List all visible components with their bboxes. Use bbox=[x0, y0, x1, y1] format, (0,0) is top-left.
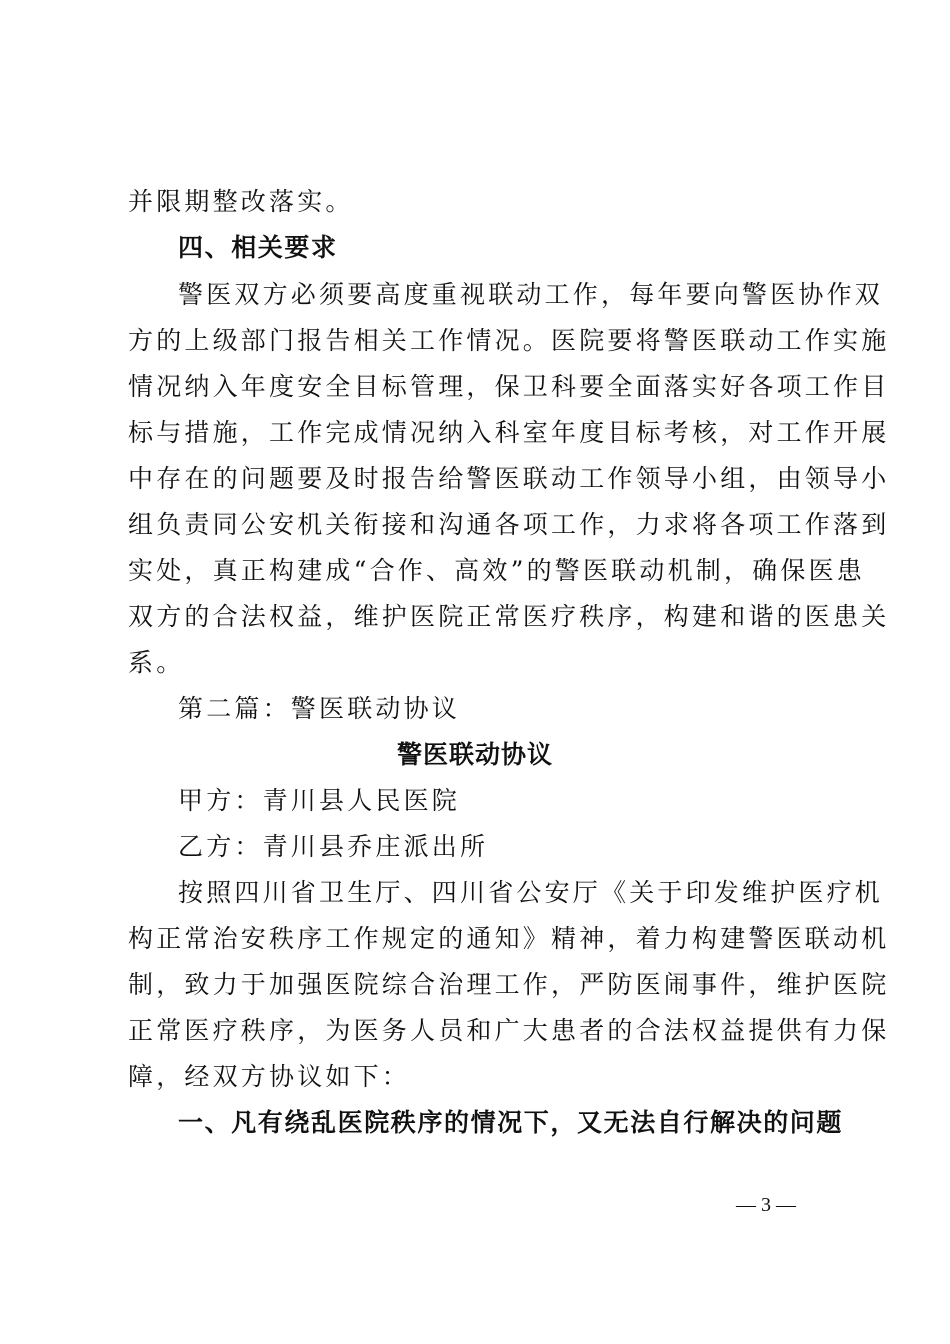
paragraph-line: 标与措施，工作完成情况纳入科室年度目标考核，对工作开展 bbox=[128, 418, 890, 447]
paragraph-line: 情况纳入年度安全目标管理，保卫科要全面落实好各项工作目 bbox=[128, 372, 890, 401]
paragraph-line: 障，经双方协议如下： bbox=[128, 1062, 411, 1091]
part-label: 第二篇：警医联动协议 bbox=[178, 694, 461, 723]
page-number: — 3 — bbox=[736, 1194, 796, 1216]
paragraph-line: 中存在的问题要及时报告给警医联动工作领导小组，由领导小 bbox=[128, 464, 890, 493]
continuation-text: 并限期整改落实。 bbox=[128, 187, 354, 216]
paragraph-line: 制，致力于加强医院综合治理工作，严防医闹事件，维护医院 bbox=[128, 970, 890, 999]
party-a: 甲方：青川县人民医院 bbox=[178, 786, 461, 815]
paragraph-line: 方的上级部门报告相关工作情况。医院要将警医联动工作实施 bbox=[128, 326, 890, 355]
paragraph-line: 双方的合法权益，维护医院正常医疗秩序，构建和谐的医患关 bbox=[128, 602, 890, 631]
agreement-title: 警医联动协议 bbox=[396, 740, 553, 769]
clause-heading: 一、凡有绕乱医院秩序的情况下，又无法自行解决的问题 bbox=[178, 1108, 844, 1137]
paragraph-line: 构正常治安秩序工作规定的通知》精神，着力构建警医联动机 bbox=[128, 924, 890, 953]
section-heading: 四、相关要求 bbox=[178, 233, 338, 262]
paragraph-line: 正常医疗秩序，为医务人员和广大患者的合法权益提供有力保 bbox=[128, 1016, 890, 1045]
paragraph-line: 组负责同公安机关衔接和沟通各项工作，力求将各项工作落到 bbox=[128, 510, 890, 539]
paragraph-line: 系。 bbox=[128, 648, 185, 677]
paragraph-line: 实处，真正构建成“合作、高效”的警医联动机制，确保医患 bbox=[128, 556, 865, 585]
paragraph-line: 按照四川省卫生厅、四川省公安厅《关于印发维护医疗机 bbox=[178, 878, 884, 907]
party-b: 乙方：青川县乔庄派出所 bbox=[178, 832, 489, 861]
paragraph-line: 警医双方必须要高度重视联动工作，每年要向警医协作双 bbox=[178, 280, 884, 309]
